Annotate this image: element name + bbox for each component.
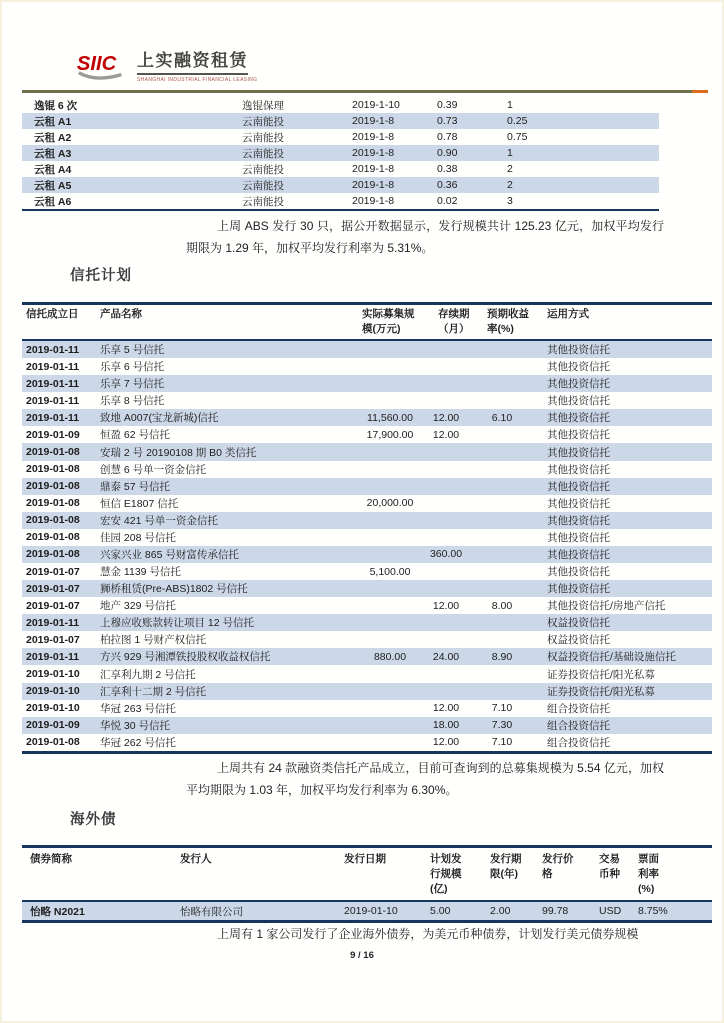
bond-header-coupon: 票面利率(%) <box>638 853 659 895</box>
cell-trust-term: 18.00 <box>432 719 460 732</box>
bond-table <box>22 845 712 923</box>
bond-header-term: 发行期限(年) <box>490 853 522 880</box>
cell-trust-term: 360.00 <box>429 548 463 561</box>
cell-trust-term: 12.00 <box>432 736 460 749</box>
trust-table-row <box>22 580 712 597</box>
bond-header-name: 债券简称 <box>30 853 72 865</box>
cell-trust-usage: 其他投资信托 <box>547 566 610 579</box>
abs-table-row <box>22 145 659 161</box>
cell-abs-date: 2019-1-8 <box>352 195 395 207</box>
cell-trust-date: 2019-01-09 <box>26 719 80 732</box>
trust-table-row <box>22 614 712 631</box>
trust-table-body <box>22 341 712 751</box>
abs-table-row <box>22 129 659 145</box>
svg-text:SIIC: SIIC <box>76 52 117 75</box>
cell-trust-product: 慧金 1139 号信托 <box>100 566 181 579</box>
cell-trust-scale: 20,000.00 <box>366 497 414 510</box>
trust-table-row <box>22 392 712 409</box>
cell-trust-yield: 6.10 <box>491 411 513 424</box>
cell-trust-date: 2019-01-11 <box>26 343 80 356</box>
cell-trust-product: 上穆应收账款转让项目 12 号信托 <box>100 617 255 630</box>
cell-trust-usage: 其他投资信托 <box>547 497 610 510</box>
bond-summary-paragraph: 上周有 1 家公司发行了企业海外债券，为美元币种债券，计划发行美元债券规模 <box>217 927 639 941</box>
trust-header-name: 产品名称 <box>100 308 142 320</box>
cell-abs-scale: 0.38 <box>437 163 458 175</box>
cell-trust-usage: 其他投资信托 <box>547 395 610 408</box>
trust-table-row <box>22 478 712 495</box>
trust-table-row <box>22 563 712 580</box>
bond-table-row <box>22 902 712 920</box>
abs-table-row <box>22 113 659 129</box>
cell-trust-usage: 其他投资信托 <box>547 548 610 561</box>
cell-bond-price: 99.78 <box>542 905 569 917</box>
trust-table-row <box>22 683 712 700</box>
cell-trust-product: 狮桥租赁(Pre-ABS)1802 号信托 <box>100 583 248 596</box>
trust-table <box>22 302 712 754</box>
cell-trust-product: 致地 A007(宝龙新城)信托 <box>100 412 219 425</box>
abs-table-row <box>22 97 659 113</box>
cell-trust-product: 乐享 8 号信托 <box>100 395 165 408</box>
cell-trust-usage: 权益投资信托 <box>547 634 610 647</box>
cell-trust-scale: 5,100.00 <box>369 565 411 578</box>
cell-trust-product: 华悦 30 号信托 <box>100 719 171 732</box>
cell-abs-name: 云租 A3 <box>34 147 72 160</box>
cell-trust-product: 安瑞 2 号 20190108 期 B0 类信托 <box>100 446 257 459</box>
cell-trust-date: 2019-01-08 <box>26 514 80 527</box>
abs-table-body <box>22 97 659 209</box>
trust-header-term: 存续期（月） <box>438 308 470 335</box>
trust-table-row <box>22 717 712 734</box>
siic-logo-icon <box>74 46 130 84</box>
cell-trust-usage: 组合投资信托 <box>547 719 610 732</box>
cell-trust-date: 2019-01-07 <box>26 633 80 646</box>
cell-trust-usage: 权益投资信托 <box>547 617 610 630</box>
cell-trust-yield: 7.10 <box>491 702 513 715</box>
logo-company-name: 上实融资租赁 <box>137 46 248 75</box>
cell-bond-term: 2.00 <box>490 905 511 917</box>
cell-trust-product: 汇享利十二期 2 号信托 <box>100 685 207 698</box>
cell-trust-date: 2019-01-08 <box>26 446 80 458</box>
cell-trust-date: 2019-01-11 <box>26 394 80 407</box>
cell-trust-date: 2019-01-07 <box>26 582 80 595</box>
cell-trust-usage: 其他投资信托 <box>547 531 610 544</box>
cell-trust-date: 2019-01-11 <box>26 360 80 373</box>
cell-trust-date: 2019-01-08 <box>26 463 80 476</box>
trust-table-row <box>22 341 712 358</box>
abs-summary-paragraph: 上周 ABS 发行 30 只，据公开数据显示，发行规模共计 125.23 亿元，加权平均发行期限为 1.29 年，加权平均发行利率为 5.31%。 <box>186 219 664 255</box>
cell-trust-date: 2019-01-11 <box>26 377 80 390</box>
cell-trust-usage: 其他投资信托 <box>547 412 610 425</box>
cell-trust-product: 乐享 7 号信托 <box>100 378 165 391</box>
cell-abs-scale: 0.36 <box>437 179 458 191</box>
cell-abs-name: 逸锟 6 次 <box>34 99 78 112</box>
cell-abs-issuer: 云南能投 <box>242 147 284 160</box>
cell-abs-term: 1 <box>507 99 513 111</box>
cell-abs-term: 2 <box>507 179 513 191</box>
cell-abs-scale: 0.73 <box>437 115 458 127</box>
cell-trust-yield: 7.30 <box>491 719 513 732</box>
trust-table-row <box>22 512 712 529</box>
cell-trust-date: 2019-01-08 <box>26 497 80 510</box>
cell-trust-usage: 其他投资信托 <box>547 378 610 391</box>
abs-table-row <box>22 193 659 209</box>
cell-bond-date: 2019-01-10 <box>344 905 398 917</box>
logo-company-subtitle: SHANGHAI INDUSTRIAL FINANCIAL LEASING <box>137 77 258 83</box>
trust-table-row <box>22 597 712 614</box>
trust-table-row <box>22 495 712 512</box>
bond-header-date: 发行日期 <box>344 853 386 865</box>
cell-abs-date: 2019-1-8 <box>352 147 395 159</box>
bond-header-currency: 交易币种 <box>599 853 620 880</box>
cell-abs-issuer: 云南能投 <box>242 179 284 192</box>
cell-trust-usage: 其他投资信托 <box>547 463 610 476</box>
cell-abs-date: 2019-1-10 <box>352 99 400 111</box>
cell-abs-name: 云租 A6 <box>34 195 72 208</box>
header-rule <box>22 90 708 93</box>
cell-abs-date: 2019-1-8 <box>352 131 395 143</box>
cell-trust-usage: 权益投资信托/基础设施信托 <box>547 651 676 664</box>
cell-abs-term: 2 <box>507 163 513 175</box>
cell-abs-term: 0.25 <box>507 115 528 127</box>
cell-trust-product: 柏拉图 1 号财产权信托 <box>100 634 207 647</box>
cell-trust-usage: 其他投资信托/房地产信托 <box>547 600 666 613</box>
cell-trust-usage: 其他投资信托 <box>547 514 610 527</box>
cell-trust-date: 2019-01-08 <box>26 480 80 493</box>
header-rule-accent <box>692 90 708 93</box>
cell-trust-product: 华冠 262 号信托 <box>100 736 176 749</box>
cell-trust-usage: 其他投资信托 <box>547 429 610 442</box>
cell-trust-product: 兴家兴业 865 号财富传承信托 <box>100 548 239 561</box>
cell-abs-scale: 0.39 <box>437 99 458 111</box>
cell-trust-product: 地产 329 号信托 <box>100 600 176 613</box>
cell-bond-name: 怡略 N2021 <box>30 905 85 918</box>
cell-abs-name: 云租 A4 <box>34 163 72 176</box>
cell-trust-scale: 17,900.00 <box>366 428 414 441</box>
cell-trust-term: 12.00 <box>432 599 460 612</box>
trust-table-row <box>22 409 712 426</box>
cell-trust-usage: 其他投资信托 <box>547 361 610 374</box>
cell-trust-date: 2019-01-11 <box>26 411 80 424</box>
cell-abs-issuer: 云南能投 <box>242 131 284 144</box>
abs-table-row <box>22 177 659 193</box>
cell-abs-issuer: 云南能投 <box>242 163 284 176</box>
cell-abs-name: 云租 A1 <box>34 115 72 128</box>
cell-trust-product: 恒盈 62 号信托 <box>100 429 171 442</box>
cell-abs-date: 2019-1-8 <box>352 179 395 191</box>
cell-trust-date: 2019-01-08 <box>26 736 80 749</box>
cell-trust-usage: 其他投资信托 <box>547 480 610 493</box>
trust-table-row <box>22 648 712 665</box>
trust-table-header <box>22 305 712 341</box>
cell-abs-issuer: 云南能投 <box>242 195 284 208</box>
cell-bond-currency: USD <box>599 905 622 917</box>
cell-trust-yield: 8.90 <box>491 650 513 663</box>
trust-table-row <box>22 375 712 392</box>
cell-abs-issuer: 云南能投 <box>242 115 284 128</box>
bond-table-header <box>22 848 712 902</box>
cell-trust-product: 汇享利九期 2 号信托 <box>100 668 196 681</box>
cell-trust-date: 2019-01-11 <box>26 650 80 663</box>
cell-trust-term: 24.00 <box>432 650 460 663</box>
cell-trust-product: 宏安 421 号单一资金信托 <box>100 514 218 527</box>
cell-trust-date: 2019-01-09 <box>26 428 80 441</box>
bond-section-heading: 海外债 <box>70 812 117 828</box>
cell-trust-usage: 证券投资信托/阳光私募 <box>547 685 655 698</box>
cell-trust-scale: 11,560.00 <box>367 411 413 424</box>
cell-abs-term: 1 <box>507 147 513 159</box>
bond-header-issuer: 发行人 <box>180 853 212 865</box>
cell-abs-term: 0.75 <box>507 131 528 143</box>
trust-table-row <box>22 358 712 375</box>
cell-bond-issuer: 怡略有限公司 <box>180 905 243 918</box>
trust-header-date: 信托成立日 <box>26 308 79 320</box>
cell-abs-date: 2019-1-8 <box>352 163 395 175</box>
trust-table-row <box>22 734 712 751</box>
cell-trust-usage: 组合投资信托 <box>547 702 610 715</box>
cell-trust-product: 乐享 5 号信托 <box>100 344 165 357</box>
trust-table-row <box>22 631 712 648</box>
cell-trust-yield: 7.10 <box>491 736 513 749</box>
cell-abs-scale: 0.78 <box>437 131 458 143</box>
company-logo <box>74 46 257 84</box>
page-number: 9 / 16 <box>350 950 374 961</box>
cell-trust-product: 方兴 929 号湘潭铁投股权收益权信托 <box>100 651 271 664</box>
cell-trust-date: 2019-01-10 <box>26 702 80 715</box>
cell-trust-term: 12.00 <box>432 411 460 424</box>
cell-abs-term: 3 <box>507 195 513 207</box>
cell-trust-usage: 其他投资信托 <box>547 344 610 357</box>
trust-table-row <box>22 443 712 460</box>
cell-trust-product: 佳园 208 号信托 <box>100 531 176 544</box>
cell-trust-usage: 组合投资信托 <box>547 736 610 749</box>
cell-trust-date: 2019-01-07 <box>26 565 80 578</box>
trust-section-heading: 信托计划 <box>70 268 132 284</box>
trust-header-scale: 实际募集规模(万元) <box>362 308 415 335</box>
trust-table-row <box>22 665 712 682</box>
trust-table-row <box>22 426 712 443</box>
cell-trust-usage: 其他投资信托 <box>547 446 610 459</box>
cell-abs-scale: 0.90 <box>437 147 458 159</box>
cell-trust-date: 2019-01-08 <box>26 531 80 544</box>
cell-trust-date: 2019-01-11 <box>26 616 80 629</box>
cell-trust-usage: 证券投资信托/阳光私募 <box>547 668 655 681</box>
trust-header-usage: 运用方式 <box>547 308 589 320</box>
trust-table-row <box>22 546 712 563</box>
cell-abs-name: 云租 A5 <box>34 179 72 192</box>
cell-abs-issuer: 逸锟保理 <box>242 99 284 112</box>
cell-bond-scale: 5.00 <box>430 905 451 917</box>
cell-trust-scale: 880.00 <box>373 650 407 663</box>
cell-trust-date: 2019-01-08 <box>26 548 80 561</box>
cell-trust-usage: 其他投资信托 <box>547 583 610 596</box>
trust-table-row <box>22 529 712 546</box>
abs-table-row <box>22 161 659 177</box>
trust-header-yield: 预期收益率(%) <box>487 308 529 335</box>
cell-abs-name: 云租 A2 <box>34 131 72 144</box>
bond-table-body <box>22 902 712 920</box>
cell-abs-date: 2019-1-8 <box>352 115 395 127</box>
cell-trust-date: 2019-01-07 <box>26 599 80 612</box>
logo-text-block <box>137 46 257 83</box>
trust-table-row <box>22 461 712 478</box>
cell-trust-product: 鼎泰 57 号信托 <box>100 480 171 493</box>
cell-trust-date: 2019-01-10 <box>26 668 80 681</box>
bond-header-scale: 计划发行规模(亿) <box>430 853 462 895</box>
cell-bond-coupon: 8.75% <box>638 905 668 917</box>
cell-trust-yield: 8.00 <box>491 599 513 612</box>
bond-header-price: 发行价格 <box>542 853 574 880</box>
cell-trust-term: 12.00 <box>432 428 460 441</box>
cell-trust-date: 2019-01-10 <box>26 685 80 698</box>
cell-trust-product: 华冠 263 号信托 <box>100 702 176 715</box>
trust-summary-paragraph: 上周共有 24 款融资类信托产品成立，目前可查询到的总募集规模为 5.54 亿元，加权平均期限为 1.03 年，加权平均发行利率为 6.30%。 <box>186 761 664 797</box>
header-rule-line <box>22 90 692 93</box>
trust-table-row <box>22 700 712 717</box>
abs-table <box>22 97 659 211</box>
cell-trust-term: 12.00 <box>432 702 460 715</box>
cell-abs-scale: 0.02 <box>437 195 458 207</box>
cell-trust-product: 恒信 E1807 信托 <box>100 497 179 510</box>
cell-trust-product: 创慧 6 号单一资金信托 <box>100 463 207 476</box>
cell-trust-product: 乐享 6 号信托 <box>100 361 165 374</box>
